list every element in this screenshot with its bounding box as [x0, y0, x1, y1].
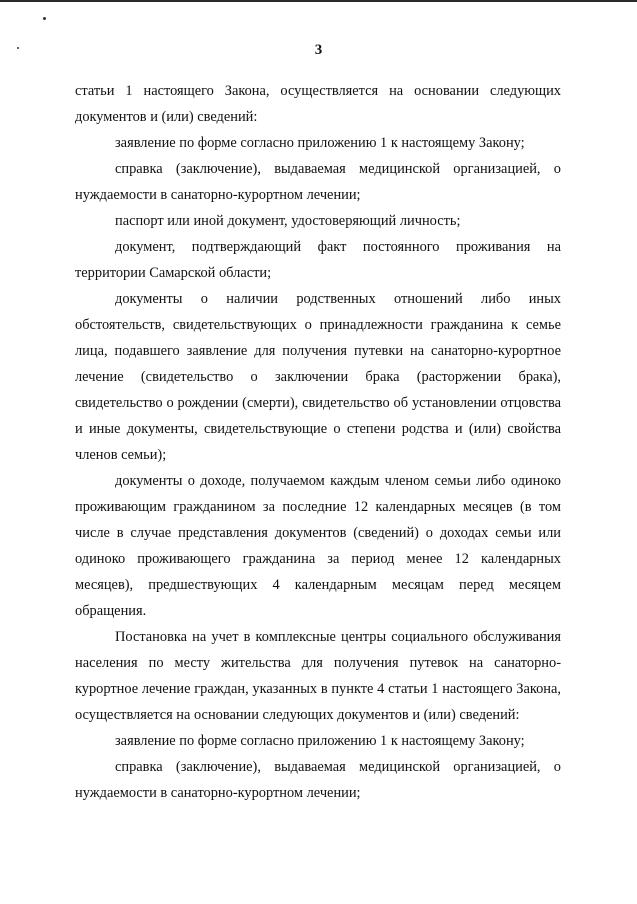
list-item-medical-certificate: справка (заключение), выдаваемая медицинской организацией, о нуждаемости в санаторно-курортном лечении; [75, 161, 561, 203]
list-item-passport: паспорт или иной документ, удостоверяющий личность; [115, 213, 461, 229]
top-border-line [0, 0, 637, 2]
document-body [75, 78, 561, 806]
list-item-application: заявление по форме согласно приложению 1 к настоящему Закону; [115, 135, 525, 151]
list-item-kinship-documents: документы о наличии родственных отношений либо иных обстоятельств, свидетельствующих о принадлежности гражданина к семье лица, подавшего заявление для получения путевки на санаторно-курортное лечение (свидетельство о заключении брака (расторжении брака), свидетельство о рождении (смерти), свидетельство об установлении отцовства и иные документы, свидетельствующие о степени родства и (или) свойства членов семьи); [75, 291, 561, 463]
scan-speck [43, 17, 46, 20]
list-item-income-documents: документы о доходе, получаемом каждым членом семьи либо одиноко проживающим гражданином за последние 12 календарных месяцев (в том числе в случае представления документов (сведений) о доходах семьи или одиноко проживающего гражданина за период менее 12 календарных месяцев), предшествующих 4 календарным месяцам перед месяцем обращения. [75, 473, 561, 619]
paragraph-registration: Постановка на учет в комплексные центры социального обслуживания населения по месту жительства для получения путевок на санаторно-курортное лечение граждан, указанных в пункте 4 статьи 1 настоящего Закона, осуществляется на основании следующих документов и (или) сведений: [75, 629, 561, 723]
list-item-medical-certificate-2: справка (заключение), выдаваемая медицинской организацией, о нуждаемости в санаторно-курортном лечении; [75, 759, 561, 801]
list-item-residence-document: документ, подтверждающий факт постоянного проживания на территории Самарской области; [75, 239, 561, 281]
list-item-application-2: заявление по форме согласно приложению 1 к настоящему Закону; [115, 733, 525, 749]
paragraph-continuation: статьи 1 настоящего Закона, осуществляется на основании следующих документов и (или) сведений: [75, 83, 561, 125]
page-number: 3 [314, 42, 323, 58]
